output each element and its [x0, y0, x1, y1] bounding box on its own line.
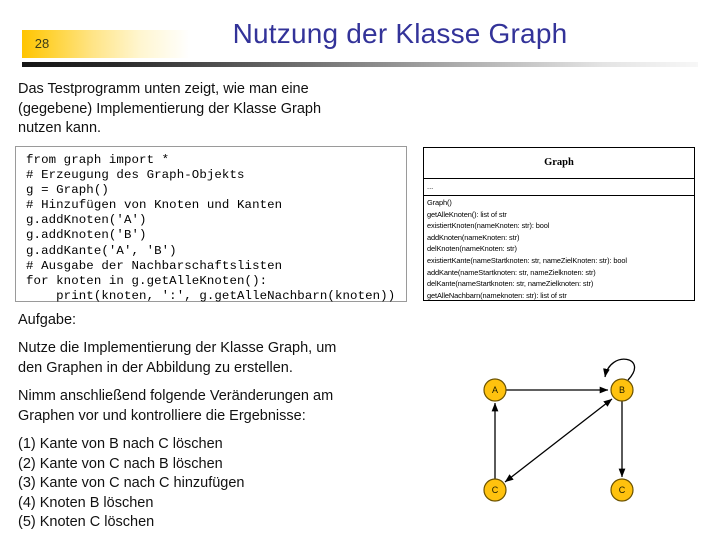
- uml-class-name: Graph: [424, 148, 694, 179]
- code-line: print(knoten, ':', g.getAlleNachbarn(knoten)): [26, 288, 396, 303]
- header-divider-rule: [22, 62, 698, 67]
- graph-node-c-left-label: C: [491, 485, 499, 495]
- task-section: [18, 310, 428, 533]
- uml-class-box: [423, 147, 695, 301]
- graph-illustration: [450, 355, 700, 535]
- task-item: (1) Kante von B nach C löschen: [18, 436, 223, 452]
- task-paragraph-2-line-2: Graphen vor und kontrolliere die Ergebnisse:: [18, 407, 306, 424]
- uml-methods-compartment: [424, 196, 694, 301]
- uml-method-line: Graph(): [427, 198, 452, 207]
- code-listing-box: [15, 146, 407, 302]
- uml-method-line: existiertKnoten(nameKnoten: str): bool: [427, 221, 550, 231]
- code-line: for knoten in g.getAlleKnoten():: [26, 273, 268, 288]
- intro-line-3: nutzen kann.: [18, 120, 102, 136]
- intro-paragraph: [18, 80, 418, 139]
- code-line: # Hinzufügen von Knoten und Kanten: [26, 198, 283, 213]
- task-item: (4) Knoten B löschen: [18, 494, 154, 511]
- uml-attributes-row: ...: [424, 179, 694, 196]
- task-item: (3) Kante von C nach C hinzufügen: [18, 475, 245, 491]
- task-item: (2) Kante von C nach B löschen: [18, 455, 223, 472]
- slide-header: [0, 0, 720, 70]
- code-line: # Ausgabe der Nachbarschaftslisten: [26, 258, 283, 273]
- uml-method-line: existiertKante(nameStartknoten: str, nameZielKnoten: str): bool: [427, 255, 627, 265]
- uml-method-line: delKante(nameStartknoten: str, nameZielknoten: str): [427, 279, 594, 289]
- task-paragraph-2-line-1: Nimm anschließend folgende Veränderungen am: [18, 388, 334, 404]
- graph-node-c-left: [484, 479, 506, 501]
- uml-method-line: addKante(nameStartknoten: str, nameZielknoten: str): [427, 267, 596, 277]
- page-title: Nutzung der Klasse Graph: [232, 18, 568, 49]
- code-line: g.addKnoten('B'): [26, 228, 147, 243]
- task-paragraph-1-line-2: den Graphen in der Abbildung zu erstellen.: [18, 359, 293, 376]
- graph-node-c-right-label: C: [618, 485, 626, 495]
- graph-edge-b-self-loop: [605, 359, 635, 380]
- graph-node-c-right: [611, 479, 633, 501]
- code-line: g.addKante('A', 'B'): [26, 243, 177, 258]
- code-line: # Erzeugung des Graph-Objekts: [26, 168, 245, 183]
- task-paragraph-1: [18, 339, 428, 378]
- intro-line-2: (gegebene) Implementierung der Klasse Graph: [18, 100, 322, 117]
- intro-line-1: Das Testprogramm unten zeigt, wie man eine: [18, 81, 309, 97]
- uml-method-line: addKnoten(nameKnoten: str): [427, 232, 520, 242]
- code-line: g.addKnoten('A'): [26, 213, 147, 228]
- task-paragraph-2: [18, 387, 428, 426]
- graph-node-a: [484, 379, 506, 401]
- code-line: g = Graph(): [26, 183, 109, 198]
- graph-node-b-label: B: [618, 385, 626, 395]
- graph-node-a-label: A: [491, 385, 499, 395]
- task-heading: Aufgabe:: [18, 312, 77, 328]
- task-paragraph-1-line-1: Nutze die Implementierung der Klasse Graph, um: [18, 340, 337, 356]
- uml-method-line: getAlleNachbarn(nameknoten: str): list of str: [427, 290, 567, 300]
- uml-method-line: delKnoten(nameKnoten: str): [427, 244, 517, 254]
- task-item: (5) Knoten C löschen: [18, 514, 155, 530]
- graph-node-b: [611, 379, 633, 401]
- graph-edge-c-b-bidirectional: [505, 399, 612, 482]
- uml-method-line: getAlleKnoten(): list of str: [427, 209, 507, 219]
- code-line: from graph import *: [26, 153, 170, 167]
- slide-number-badge: 28: [34, 36, 50, 51]
